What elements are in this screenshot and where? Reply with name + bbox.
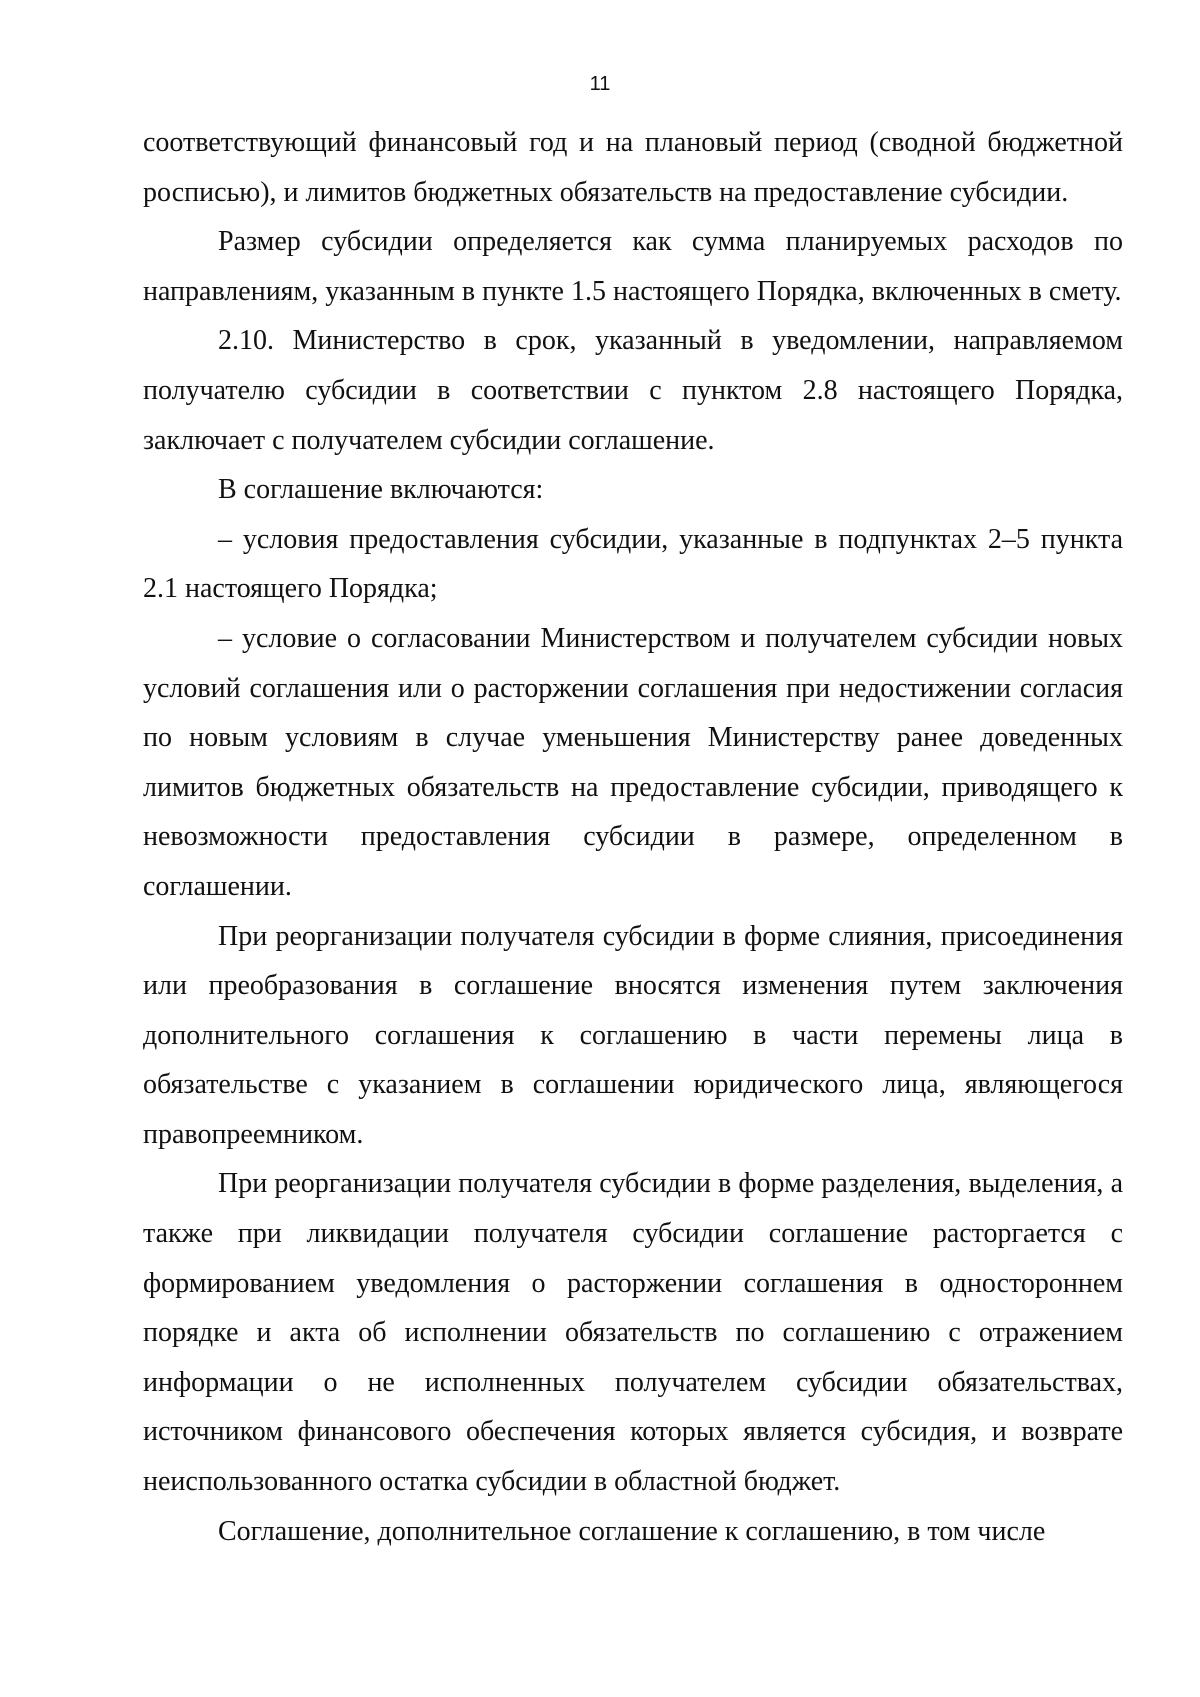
page-number: 11	[589, 73, 611, 95]
paragraph-subsidy-size: Размер субсидии определяется как сумма планируемых расходов по направлениям, указанным в пункте 1.5 настоящего Порядка, включенных в смету.	[143, 226, 1123, 307]
list-item-conditions: – условия предоставления субсидии, указанные в подпунктах 2–5 пункта 2.1 настоящего Порядка;	[143, 523, 1123, 605]
paragraph-reorganization-merger: При реорганизации получателя субсидии в форме слияния, присоединения или преобразования в соглашение вносятся изменения путем заключения дополнительного соглашения к соглашению в части перемены лица в обязательстве с указанием в соглашении юридического лица, являющегося правопреемником.	[143, 920, 1123, 1150]
list-item-approval-condition: – условие о согласовании Министерством и получателем субсидии новых условий соглашения или о расторжении соглашения при недостижении согласия по новым условиям в случае уменьшения Министерству ранее доведенных лимитов бюджетных обязательств на предоставление субсидии, приводящего к невозможности предоставления субсидии в размере, определенном в соглашении.	[143, 622, 1123, 902]
paragraph-agreement-includes: В соглашение включаются:	[218, 474, 544, 506]
paragraph-section-2-10: 2.10. Министерство в срок, указанный в уведомлении, направляемом получателю субсидии в соответствии с пунктом 2.8 настоящего Порядка, заключает с получателем субсидии соглашение.	[143, 325, 1123, 456]
paragraph-reorganization-division: При реорганизации получателя субсидии в форме разделения, выделения, а также при ликвидации получателя субсидии соглашение расторгается с формированием уведомления о расторжении соглашения в одностороннем порядке и акта об исполнении обязательств по соглашению с отражением информации о не исполненных получателем субсидии обязательствах, источником финансового обеспечения которых является субсидия, и возврате неиспользованного остатка субсидии в областной бюджет.	[143, 1168, 1123, 1498]
document-body	[143, 118, 1123, 1556]
paragraph-continuation: соответствующий финансовый год и на плановый период (сводной бюджетной росписью), и лимитов бюджетных обязательств на предоставление субсидии.	[143, 127, 1123, 208]
paragraph-agreement-continued: Соглашение, дополнительное соглашение к соглашению, в том числе	[218, 1515, 1046, 1547]
